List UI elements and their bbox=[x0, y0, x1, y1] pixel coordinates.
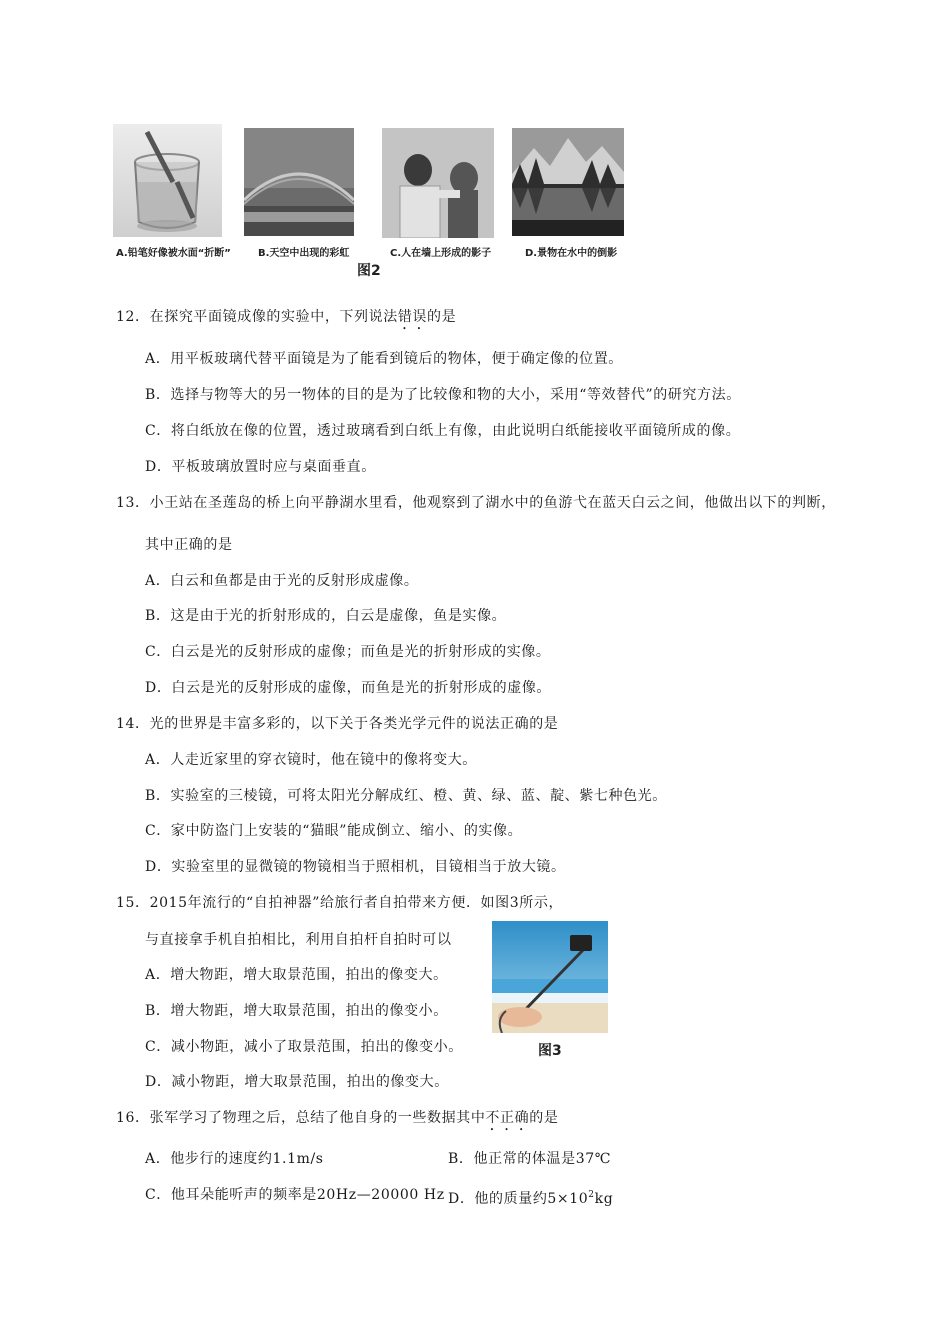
figure2-label: 图2 bbox=[357, 263, 381, 279]
figure3-label: 图3 bbox=[538, 1043, 562, 1059]
q13-stem-line1: 13．小王站在圣莲岛的桥上向平静湖水里看，他观察到了湖水中的鱼游弋在蓝天白云之间，他做出以下的判断， bbox=[116, 495, 836, 511]
photo-pencil-in-water bbox=[113, 124, 222, 237]
q12-stem-prefix: 12．在探究平面镜成像的实验中，下列说法 bbox=[116, 309, 398, 325]
figure2-caption-d: D.景物在水中的倒影 bbox=[525, 248, 618, 259]
q16-stem-suffix: 的是 bbox=[529, 1110, 559, 1126]
figure2-caption-c: C.人在墙上形成的影子 bbox=[390, 248, 492, 259]
q16-option-d-unit: kg bbox=[594, 1191, 614, 1207]
photo-reflection-in-water bbox=[512, 128, 624, 236]
photo-rainbow bbox=[244, 128, 354, 236]
q16-option-b: B．他正常的体温是37℃ bbox=[448, 1151, 611, 1167]
q14-option-a: A．人走近家里的穿衣镜时，他在镜中的像将变大。 bbox=[145, 752, 477, 768]
q16-stem-prefix: 16．张军学习了物理之后，总结了他自身的一些数据其中 bbox=[116, 1110, 486, 1126]
q14-stem: 14．光的世界是丰富多彩的，以下关于各类光学元件的说法正确的是 bbox=[116, 716, 559, 732]
q12-option-a: A．用平板玻璃代替平面镜是为了能看到镜后的物体，便于确定像的位置。 bbox=[145, 351, 623, 367]
q16-option-d-prefix: D．他的质量约5×10 bbox=[448, 1191, 589, 1207]
q16-option-d-exponent: 2 bbox=[588, 1190, 595, 1200]
q12-option-d: D．平板玻璃放置时应与桌面垂直。 bbox=[145, 459, 376, 475]
q15-option-d: D．减小物距，增大取景范围，拍出的像变大。 bbox=[145, 1074, 449, 1090]
q15-stem-line1: 15．2015年流行的“自拍神器”给旅行者自拍带来方便．如图3所示， bbox=[116, 895, 564, 911]
q12-stem bbox=[116, 308, 456, 333]
q12-stem-emphasis: 错误 bbox=[397, 309, 428, 325]
photo-selfie-stick bbox=[492, 921, 608, 1033]
q12-option-b: B．选择与物等大的另一物体的目的是为了比较像和物的大小，采用“等效替代”的研究方法。 bbox=[145, 387, 741, 403]
figure2-caption-b: B.天空中出现的彩虹 bbox=[258, 248, 350, 259]
q13-option-a: A．白云和鱼都是由于光的反射形成虚像。 bbox=[145, 573, 419, 589]
q13-option-c: C．白云是光的反射形成的虚像；而鱼是光的折射形成的实像。 bbox=[145, 644, 551, 660]
q15-option-a: A．增大物距，增大取景范围，拍出的像变大。 bbox=[145, 967, 448, 983]
q13-stem-line2: 其中正确的是 bbox=[145, 537, 233, 553]
q16-option-d bbox=[448, 1186, 613, 1208]
q12-option-c: C．将白纸放在像的位置，透过玻璃看到白纸上有像，由此说明白纸能接收平面镜所成的像。 bbox=[145, 423, 741, 439]
figure2-caption-a: A.铅笔好像被水面“折断” bbox=[116, 248, 231, 259]
q15-stem-line2: 与直接拿手机自拍相比，利用自拍杆自拍时可以 bbox=[145, 932, 452, 948]
q13-option-b: B．这是由于光的折射形成的，白云是虚像，鱼是实像。 bbox=[145, 608, 507, 624]
q15-option-b: B．增大物距，增大取景范围，拍出的像变小。 bbox=[145, 1003, 448, 1019]
q16-option-a: A．他步行的速度约1.1m/s bbox=[145, 1151, 324, 1167]
q16-stem bbox=[116, 1109, 558, 1134]
q15-option-c: C．减小物距，减小了取景范围，拍出的像变小。 bbox=[145, 1039, 463, 1055]
q14-option-b: B．实验室的三棱镜，可将太阳光分解成红、橙、黄、绿、蓝、靛、紫七种色光。 bbox=[145, 788, 667, 804]
q16-option-c: C．他耳朵能听声的频率是20Hz—20000 Hz bbox=[145, 1187, 445, 1203]
q13-option-d: D．白云是光的反射形成的虚像，而鱼是光的折射形成的虚像。 bbox=[145, 680, 552, 696]
q16-stem-emphasis: 不正确 bbox=[485, 1110, 530, 1126]
q14-option-d: D．实验室里的显微镜的物镜相当于照相机，目镜相当于放大镜。 bbox=[145, 859, 566, 875]
q14-option-c: C．家中防盗门上安装的“猫眼”能成倒立、缩小、的实像。 bbox=[145, 823, 523, 839]
photo-shadow-on-wall bbox=[382, 128, 494, 238]
q12-stem-suffix: 的是 bbox=[427, 309, 457, 325]
